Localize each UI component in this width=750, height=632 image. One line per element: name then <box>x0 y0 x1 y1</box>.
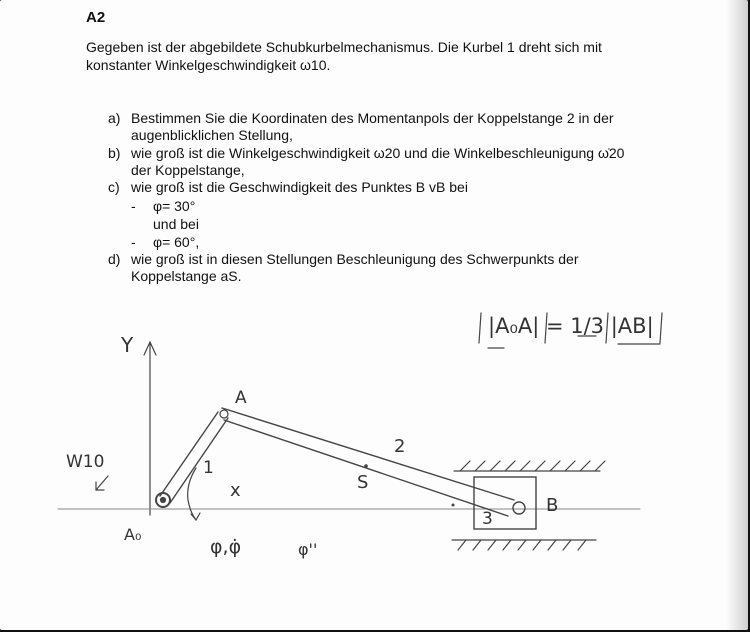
task-a-marker: a) <box>108 110 121 126</box>
point-B-label: B <box>546 495 559 516</box>
task-b-line-2: der Koppelstange, <box>131 162 245 178</box>
omega-arrow <box>96 476 108 490</box>
phi-handwriting: φ,φ̇ <box>210 536 242 558</box>
crank-1-edge-b <box>170 418 228 503</box>
pivot-A0-center <box>161 498 166 503</box>
task-b-marker: b) <box>108 145 121 161</box>
task-b-line-1: wie groß ist die Winkelgeschwindigkeit ω20 und die Winkelbeschleunigung ω̇20 <box>131 145 625 161</box>
y-axis-label: Y <box>121 333 134 357</box>
joint-A <box>220 410 228 418</box>
joint-B <box>513 502 525 514</box>
task-a-line-2: augenblicklichen Stellung, <box>131 127 293 143</box>
coupler-2-edge-b <box>224 420 508 516</box>
centroid-S-label: S <box>357 472 369 493</box>
task-d-line-2: Koppelstange aS. <box>131 268 242 284</box>
task-c-dash-1: - <box>131 198 136 214</box>
task-a-line-1: Bestimmen Sie die Koordinaten des Momentanpols der Koppelstange 2 in der <box>131 110 614 126</box>
task-d-line-1: wie groß ist in diesen Stellungen Beschleunigung des Schwerpunkts der <box>131 251 579 267</box>
x-label: x <box>230 480 241 501</box>
crank-1-label: 1 <box>203 458 214 478</box>
omega-label: W10 <box>66 452 105 472</box>
pivot-A0-label: A₀ <box>124 525 142 544</box>
task-c-line-1: wie groß ist die Geschwindigkeit des Punktes B vB bei <box>131 179 468 195</box>
coupler-2-label: 2 <box>394 436 406 457</box>
task-c-phi-30: φ= 30° <box>153 198 196 214</box>
task-d-marker: d) <box>108 251 121 267</box>
intro-line-1: Gegeben ist der abgebildete Schubkurbelmechanismus. Die Kurbel 1 dreht sich mit <box>86 39 602 55</box>
exercise-title: A2 <box>86 9 106 26</box>
point-A-label: A <box>235 388 247 408</box>
task-c-marker: c) <box>108 179 120 195</box>
intro-line-2: konstanter Winkelgeschwindigkeit ω10. <box>86 57 331 73</box>
page-shadow <box>726 0 748 630</box>
task-c-und-bei: und bei <box>153 216 199 232</box>
task-c-dash-2: - <box>131 234 136 250</box>
point-S <box>364 464 368 468</box>
task-c-phi-60: φ= 60°, <box>153 234 200 250</box>
ratio-handwriting: |A₀A| = 1/3 |AB| <box>488 314 654 338</box>
phi-ddot-handwriting: φ'' <box>298 540 318 559</box>
slider-3-label: 3 <box>482 509 493 529</box>
